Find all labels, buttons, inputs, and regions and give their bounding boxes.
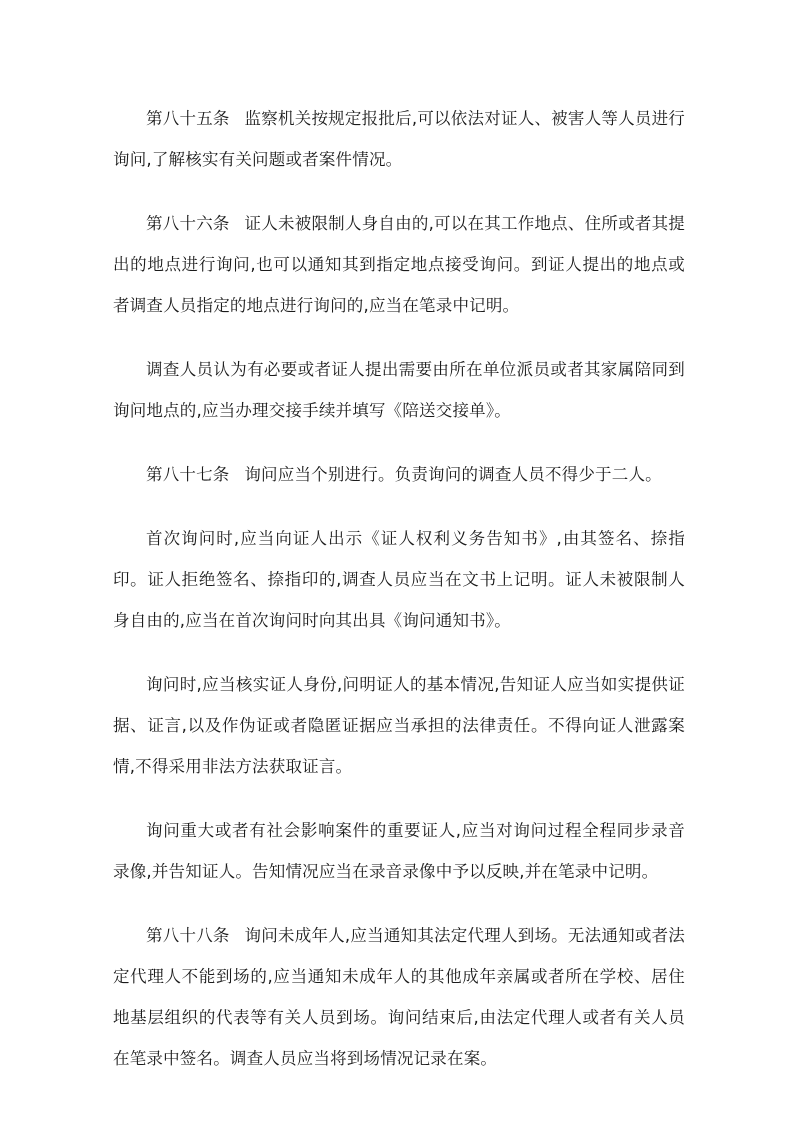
- paragraph-text: 询问应当个别进行。负责询问的调查人员不得少于二人。: [244, 465, 662, 484]
- paragraph-article-88: [113, 915, 685, 1079]
- paragraph-identity-check: [113, 664, 685, 787]
- paragraph-article-87: [113, 454, 685, 495]
- paragraph-text: 首次询问时,应当向证人出示《证人权利义务告知书》,由其签名、捺指印。证人拒绝签名、捺指印的,调查人员应当在文书上记明。证人未被限制人身自由的,应当在首次询问时向其出具《询问通知书》。: [113, 529, 685, 630]
- article-number: 第八十八条: [146, 926, 230, 945]
- paragraph-text: 询问重大或者有社会影响案件的重要证人,应当对询问过程全程同步录音录像,并告知证人。告知情况应当在录音录像中予以反映,并在笔录中记明。: [113, 821, 685, 881]
- paragraph-escort-handover: [113, 349, 685, 431]
- article-number: 第八十五条: [146, 109, 230, 128]
- paragraph-text: 证人未被限制人身自由的,可以在其工作地点、住所或者其提出的地点进行询问,也可以通知其到指定地点接受询问。到证人提出的地点或者调查人员指定的地点进行询问的,应当在笔录中记明。: [113, 214, 685, 315]
- paragraph-text: 询问未成年人,应当通知其法定代理人到场。无法通知或者法定代理人不能到场的,应当通知未成年人的其他成年亲属或者所在学校、居住地基层组织的代表等有关人员到场。询问结束后,由法定代理人或者有关人员在笔录中签名。调查人员应当将到场情况记录在案。: [113, 926, 685, 1068]
- paragraph-text: 监察机关按规定报批后,可以依法对证人、被害人等人员进行询问,了解核实有关问题或者案件情况。: [113, 109, 685, 169]
- paragraph-first-inquiry: [113, 518, 685, 641]
- document-body: [113, 98, 685, 1102]
- paragraph-article-86: [113, 203, 685, 326]
- paragraph-text: 调查人员认为有必要或者证人提出需要由所在单位派员或者其家属陪同到询问地点的,应当办理交接手续并填写《陪送交接单》。: [113, 360, 685, 420]
- paragraph-article-85: [113, 98, 685, 180]
- paragraph-text: 询问时,应当核实证人身份,问明证人的基本情况,告知证人应当如实提供证据、证言,以及作伪证或者隐匿证据应当承担的法律责任。不得向证人泄露案情,不得采用非法方法获取证言。: [113, 675, 685, 776]
- article-number: 第八十七条: [146, 465, 230, 484]
- article-number: 第八十六条: [146, 214, 230, 233]
- paragraph-recording: [113, 810, 685, 892]
